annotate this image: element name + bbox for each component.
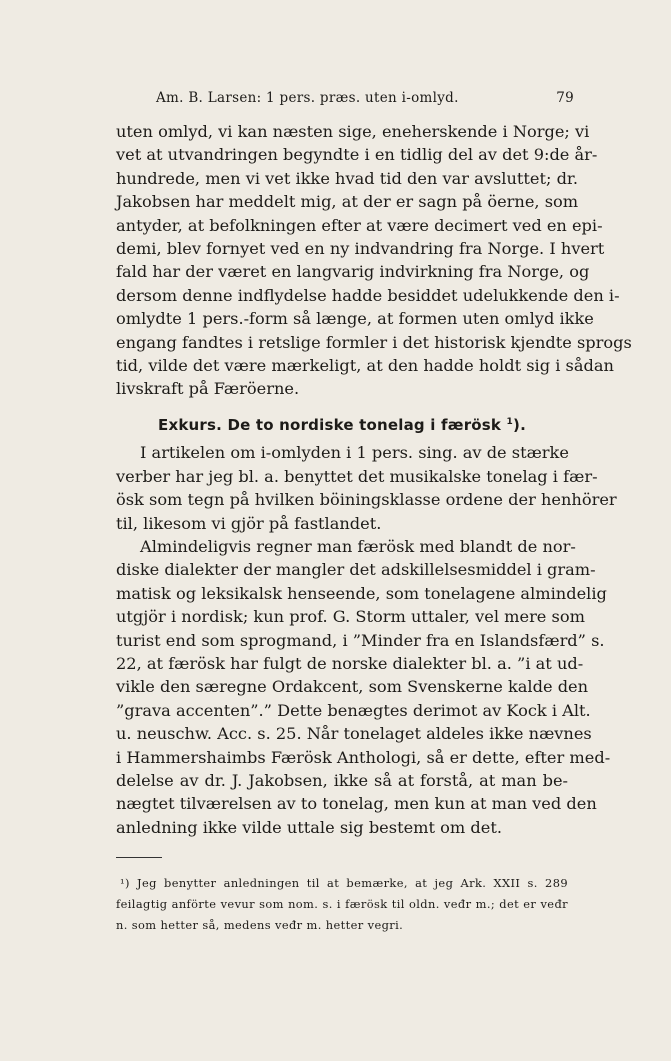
text-line: til, likesom vi gjör på fastlandet. [116, 513, 382, 533]
text-line: uten omlyd, vi kan næsten sige, eneherskende i Norge; vi [116, 122, 590, 141]
footnote-line: feilagtig anförte vevur som nom. s. i færösk til oldn. veđr m.; det er veđr [116, 897, 568, 911]
text-line: anledning ikke vilde uttale sig bestemt om det. [116, 817, 502, 837]
text-line: 22, at færösk har fulgt de norske dialekter bl. a. ”i at ud- [116, 653, 584, 673]
text-line: Jakobsen har meddelt mig, at der er sagn på öerne, som [116, 192, 579, 212]
text-line: engang fandtes i retslige formler i det historisk kjendte sprogs [116, 332, 632, 352]
section-heading-text: Exkurs. De to nordiske tonelag i færösk [158, 415, 502, 434]
text-line: ösk som tegn på hvilken böiningsklasse ordene der henhörer [116, 490, 617, 510]
text-line: fald har der været en langvarig indvirkning fra Norge, og [116, 262, 590, 282]
text-line: vikle den særegne Ordakcent, som Svenskerne kalde den [116, 677, 589, 697]
text-line: Almindeligvis regner man færösk med blandt de nor- [140, 536, 576, 556]
text-line: dersom denne indflydelse hadde besiddet udelukkende den i- [116, 285, 620, 305]
text-line: demi, blev fornyet ved en ny indvandring fra Norge. I hvert [116, 239, 605, 259]
text-line: livskraft på Færöerne. [116, 379, 300, 399]
text-line: utgjör i nordisk; kun prof. G. Storm uttaler, vel mere som [116, 607, 585, 627]
footnote-line: ¹) Jeg benytter anledningen til at bemærke, at jeg Ark. XXII s. 289 [120, 876, 568, 890]
text-line: nægtet tilværelsen av to tonelag, men kun at man ved den [116, 794, 597, 814]
text-line: ”grava accenten”.” Dette benægtes derimot av Kock i Alt. [116, 700, 591, 720]
footnote-line: n. som hetter så, medens veđr m. hetter vegri. [116, 918, 404, 932]
text-line: matisk og leksikalsk henseende, som tonelagene almindelig [116, 583, 607, 603]
footnote-ref: 1 [506, 416, 514, 427]
text-line: omlydte 1 pers.-form så længe, at formen uten omlyd ikke [116, 309, 594, 329]
text-line: verber har jeg bl. a. benyttet det musikalske tonelag i fær- [116, 466, 598, 486]
page-number: 79 [556, 90, 574, 106]
text-line: diske dialekter der mangler det adskillelsesmiddel i gram- [116, 560, 596, 580]
paragraph-2 [116, 441, 617, 535]
footnotes [116, 873, 568, 936]
paragraph-1 [116, 120, 632, 401]
main-text [116, 120, 632, 864]
text-line: delelse av dr. J. Jakobsen, ikke så at forstå, at man be- [116, 770, 568, 790]
running-title: Am. B. Larsen: 1 pers. præs. uten i-omlyd. [156, 90, 459, 106]
section-heading [116, 411, 568, 437]
text-line: vet at utvandringen begyndte i en tidlig del av det 9:de år- [116, 145, 598, 165]
paragraph-3 [116, 535, 611, 839]
text-line: u. neuschw. Acc. s. 25. Når tonelaget aldeles ikke nævnes [116, 724, 592, 744]
text-line: i Hammershaimbs Færösk Anthologi, så er dette, efter med- [116, 747, 611, 767]
section-heading-suffix: ). [513, 415, 526, 434]
text-line: turist end som sprogmand, i ”Minder fra en Islandsfærd” s. [116, 630, 605, 650]
text-line: hundrede, men vi vet ikke hvad tid den var avsluttet; dr. [116, 168, 579, 188]
text-line: I artikelen om i-omlyden i 1 pers. sing. av de stærke [140, 443, 569, 463]
text-line: antyder, at befolkningen efter at være decimert ved en epi- [116, 215, 603, 235]
text-line: tid, vilde det være mærkeligt, at den hadde holdt sig i sådan [116, 356, 614, 376]
footnote-divider [116, 857, 162, 858]
